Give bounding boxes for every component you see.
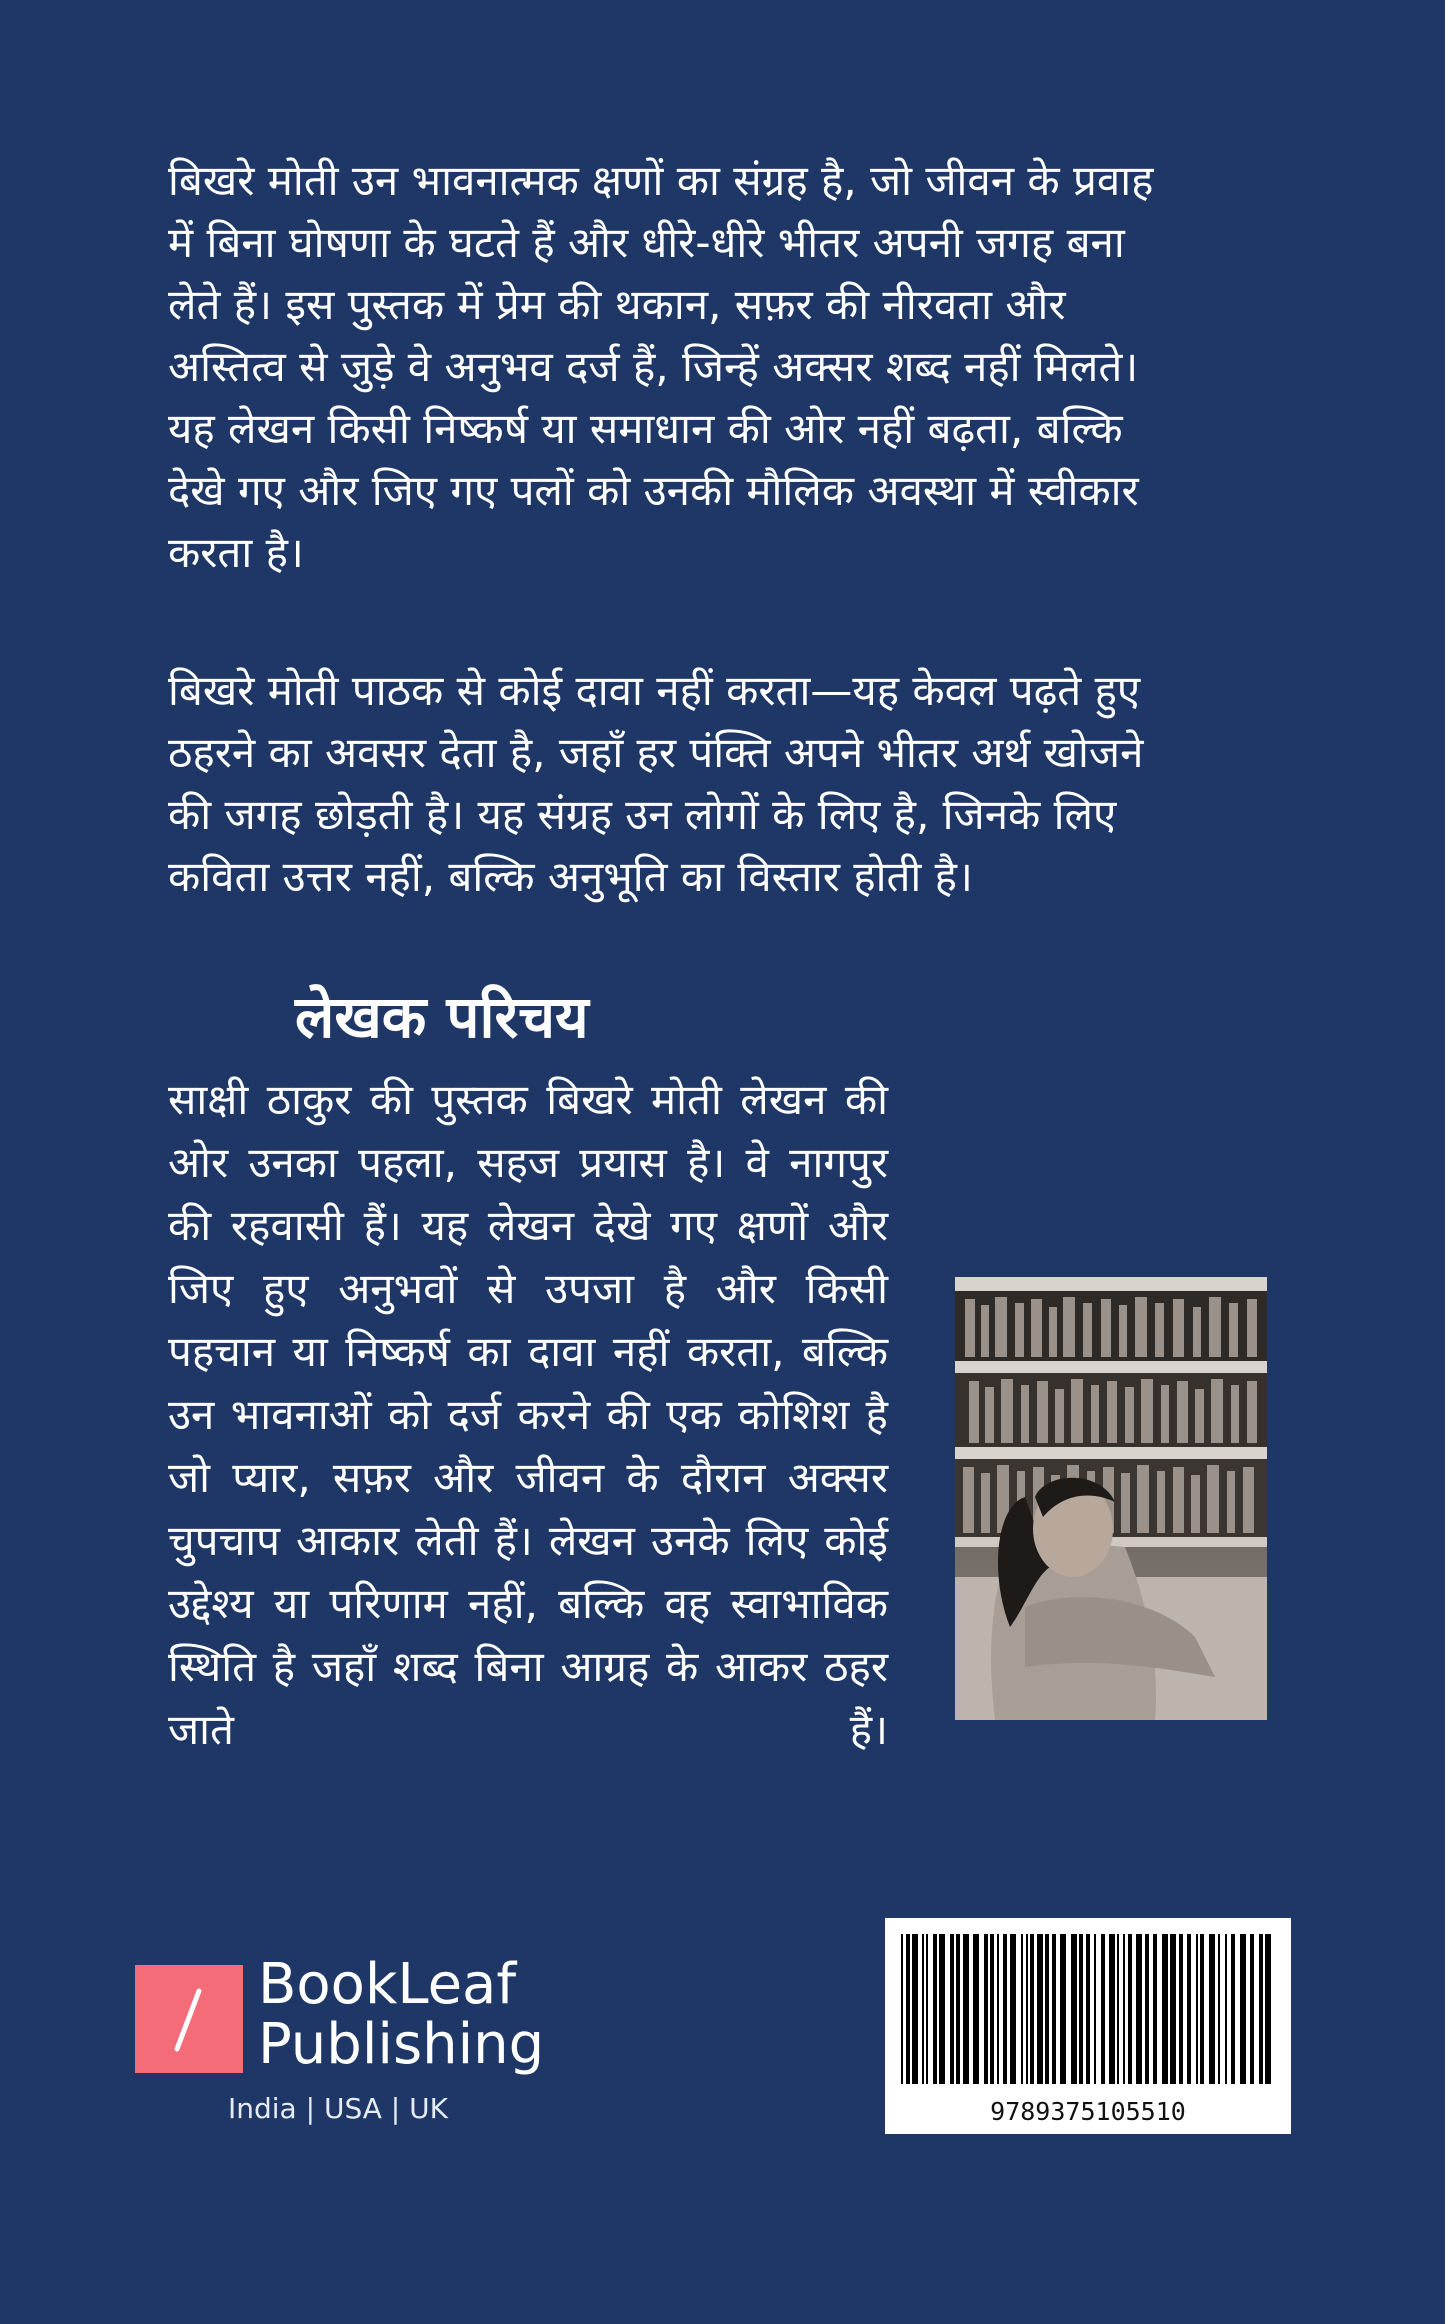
barcode-bar bbox=[1136, 1934, 1142, 2084]
barcode-bar bbox=[1196, 1934, 1198, 2084]
barcode-bar bbox=[933, 1934, 937, 2084]
barcode-bar bbox=[1037, 1934, 1043, 2084]
barcode-bar bbox=[1162, 1934, 1168, 2084]
barcode-bar bbox=[1250, 1934, 1254, 2084]
barcode-bar bbox=[1003, 1934, 1007, 2084]
barcode-bar bbox=[926, 1934, 928, 2084]
barcode-bar bbox=[1128, 1934, 1132, 2084]
barcode-bar bbox=[990, 1934, 994, 2084]
barcode-bar bbox=[1240, 1934, 1246, 2084]
publisher-logo-mark bbox=[135, 1965, 243, 2073]
barcode-bar bbox=[1123, 1934, 1125, 2084]
barcode-bar bbox=[1094, 1934, 1096, 2084]
isbn-number: 9789375105510 bbox=[990, 2097, 1186, 2126]
barcode-bar bbox=[912, 1934, 918, 2084]
isbn-barcode bbox=[885, 1918, 1291, 2134]
publisher-name bbox=[258, 1952, 545, 2077]
barcode-bar bbox=[1179, 1934, 1183, 2084]
barcode-bar bbox=[963, 1934, 969, 2084]
barcode-bar bbox=[997, 1934, 999, 2084]
barcode-bar bbox=[950, 1934, 954, 2084]
author-bio: साक्षी ठाकुर की पुस्तक बिखरे मोती लेखन की ओर उनका पहला, सहज प्रयास है। वे नागपुर की रहवासी हैं। यह लेखन देखे गए क्षणों और जिए हुए अनुभवों से उपजा है और किसी पहचान या निष्कर्ष का दावा नहीं करता, बल्कि उन भावनाओं को दर्ज करने की एक कोशिश है जो प्यार, सफ़र और जीवन के दौरान अक्सर चुपचाप आकार लेती हैं। लेखन उनके लिए कोई उद्देश्य या परिणाम नहीं, बल्कि वह स्वाभाविक स्थिति है जहाँ शब्द बिना आग्रह के आकर ठहर जाते हैं। bbox=[168, 1075, 888, 1754]
barcode-bar bbox=[1071, 1934, 1077, 2084]
barcode-bar bbox=[1153, 1934, 1157, 2084]
barcode-bar bbox=[1052, 1934, 1056, 2084]
barcode-bar bbox=[1259, 1934, 1263, 2084]
barcode-bar bbox=[1209, 1934, 1215, 2084]
barcode-bar bbox=[1170, 1934, 1176, 2084]
slash-icon bbox=[135, 1965, 243, 2073]
barcode-bar bbox=[1218, 1934, 1220, 2084]
barcode-bar bbox=[956, 1934, 960, 2084]
barcode-bar bbox=[1086, 1934, 1090, 2084]
barcode-bar bbox=[1010, 1934, 1016, 2084]
author-photo bbox=[955, 1277, 1267, 1720]
barcode-bar bbox=[1187, 1934, 1191, 2084]
barcode-bar bbox=[1030, 1934, 1034, 2084]
barcode-bar bbox=[922, 1934, 924, 2084]
barcode-bar bbox=[1145, 1934, 1149, 2084]
barcode-bar bbox=[1200, 1934, 1204, 2084]
publisher-regions: India | USA | UK bbox=[228, 2092, 448, 2125]
blurb-paragraph-2: बिखरे मोती पाठक से कोई दावा नहीं करता—यह केवल पढ़ते हुए ठहरने का अवसर देता है, जहाँ हर पंक्ति अपने भीतर अर्थ खोजने की जगह छोड़ती है। यह संग्रह उन लोगों के लिए है, जिनके लिए कविता उत्तर नहीं, बल्कि अनुभूति का विस्तार होती है। bbox=[168, 666, 1144, 901]
barcode-bar bbox=[1231, 1934, 1235, 2084]
barcode-bar bbox=[1117, 1934, 1119, 2084]
barcode-bar bbox=[984, 1934, 988, 2084]
barcode-bar bbox=[939, 1934, 945, 2084]
barcode-bar bbox=[901, 1934, 903, 2084]
barcode-bar bbox=[1109, 1934, 1115, 2084]
barcode-bar bbox=[1045, 1934, 1049, 2084]
publisher-name-line-2: Publishing bbox=[258, 2012, 545, 2077]
barcode-bar bbox=[1101, 1934, 1105, 2084]
author-photo-image bbox=[955, 1277, 1267, 1720]
author-intro-heading: लेखक परिचय bbox=[295, 983, 589, 1051]
barcode-bar bbox=[1021, 1934, 1023, 2084]
blurb-paragraph-1: बिखरे मोती उन भावनात्मक क्षणों का संग्रह है, जो जीवन के प्रवाह में बिना घोषणा के घटते हैं और धीरे-धीरे भीतर अपनी जगह बना लेते हैं। इस पुस्तक में प्रेम की थकान, सफ़र की नीरवता और अस्तित्व से जुड़े वे अनुभव दर्ज हैं, जिन्हें अक्सर शब्द नहीं मिलते। यह लेखन किसी निष्कर्ष या समाधान की ओर नहीं बढ़ता, बल्कि देखे गए और जिए गए पलों को उनकी मौलिक अवस्था में स्वीकार करता है। bbox=[168, 156, 1154, 577]
barcode-bar bbox=[906, 1934, 910, 2084]
barcode-bar bbox=[1225, 1934, 1227, 2084]
barcode-bar bbox=[1079, 1934, 1083, 2084]
publisher-name-line-1: BookLeaf bbox=[258, 1952, 517, 2017]
barcode-bar bbox=[1060, 1934, 1066, 2084]
barcode-bar bbox=[1265, 1934, 1271, 2084]
barcode-bar bbox=[1026, 1934, 1028, 2084]
barcode-bar bbox=[973, 1934, 979, 2084]
